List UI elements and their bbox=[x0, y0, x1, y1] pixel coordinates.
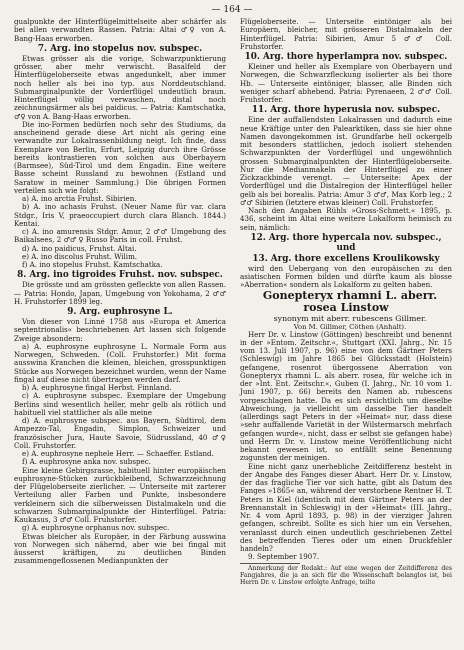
paragraph: 9. September 1907. bbox=[248, 552, 320, 562]
paragraph: e) A. euphrosyne nephele Herr. — Schaeffer. Estland. bbox=[22, 449, 214, 458]
paragraph: b) A. euphrosyne fingal Herbst. Finnland. bbox=[22, 383, 172, 392]
paragraph: f) A. ino stopelus Fruhst. Kamtschatka. bbox=[22, 260, 163, 269]
paragraph: Nach den Angaben Rühls »Gross-Schmett.« 1895, p. 436, scheint im Altai eine weitere Lokalform heimisch zu sein, nämlich: bbox=[240, 206, 452, 232]
paragraph: Die grösste und am grössten gefleckte von allen Rassen. — Patria: Hondo, Japan, Umgebung von Yokohama, 2 ♂♂ H. Fruhstorfer 1899 leg. bbox=[14, 280, 226, 306]
article-title: Gonepteryx rhamni L. aberr. rosea Linstow bbox=[262, 288, 438, 314]
paragraph: d) A. euphrosyne subspec. aus Bayern, Südtirol, dem Ampezzo-Tal, Engadin, Simplon, Schweizer und französischer Jura, Haute Savoie, Südrussland, 40 ♂♀ Coll. Fruhstorfer. bbox=[14, 416, 226, 450]
paragraph: a) A. euphrosyne euphrosyne L. Normale Form aus Norwegen, Schweden. (Coll. Fruhstorfer.) Mit forma ausswina Kranchen die kleinen, bleichen, grosspunktigen Stücke aus Norwegen bezeichnet wurden, wenn der Name fingal auf diese nicht übertragen werden darf. bbox=[14, 341, 227, 384]
article-author: Von M. Gillmer, Cöthen (Anhalt). bbox=[293, 322, 407, 331]
paragraph: d) A. ino paidicus, Fruhst. Altai. bbox=[22, 243, 137, 253]
article-subtitle: synonym mit aberr. rubescens Gillmer. bbox=[273, 313, 427, 323]
paragraph: Etwas bleicher als Europäer, in der Färbung ausswina von Norwegen sich nähernd, aber wie bei fingal mit äusserst kräftigen, zu deutlichen Binden zusammengeflossenen Medianpunkten der bbox=[14, 531, 226, 566]
section-heading: 9. Arg. euphrosyne L. bbox=[67, 307, 173, 317]
paragraph: wird den Uebergang von den europäischen zu den asiatischen Formen bilden und dürfte kaum als blosse »Aberration« sondern als Lokalform zu gelten haben. bbox=[240, 263, 452, 290]
paragraph: b) A. ino achasis Fruhst. (Neuer Name für var. clara Stdgr., Iris V, praeoccupiert durch clara Blanch. 1844.) Kentai. bbox=[14, 202, 226, 228]
paragraph: a) A. ino arctia Fruhst. Sibirien. bbox=[22, 194, 137, 203]
section-heading: 8. Arg. ino tigroides Fruhst. nov. subspec. bbox=[17, 270, 223, 281]
paragraph: gualpunkte der Hinterflügelmittelseite aber schärfer als bei allen verwandten Rassen. Patria: Altai ♂♀ von A. Bang-Haas erworben. bbox=[14, 17, 226, 43]
paragraph: g) A. euphrosyne orphanus nov. subspec. bbox=[22, 523, 170, 533]
paragraph: Von dieser von Linné 1758 aus »Europa et America septentrionalis« beschriebenen Art lassen sich folgende Zweige absondern: bbox=[14, 317, 226, 343]
paragraph: Eine nicht ganz unerhebliche Zeitdifferenz besteht in der Angabe des Fanges dieser Abart. Herr Dr. v. Linstow, der das fragliche Tier vor sich hatte, gibt als Datum des Fanges »1865« an, während der verstorbene Rentner H. T. Peters in Kiel (identisch mit dem Gärtner Peters an der Brennanstalt in Schleswig) in der »Heimat« (III. Jahrg., Nr. 4 vom April 1893, p. 98) in der vierziger Jahren gefangen, schreibt. Sollte es sich hier um ein Versehen, veranlasst durch einen undeutlich geschriebenen Zettel des betreffenden Tieres oder um einen Druckfehler handeln? bbox=[240, 461, 452, 553]
paragraph: c) A. euphrosyne subspec. Exemplare der Umgebung Berlins sind wesentlich heller, mehr gelb als rötlich und habituell viel stattlicher als alle meine bbox=[14, 391, 226, 417]
section-heading: 10. Arg. thore hyperlampra nov. subspec. bbox=[244, 52, 448, 62]
section-heading: 7. Arg. ino stopelus nov. subspec. bbox=[37, 43, 203, 54]
paragraph: Eine kleine Gebirgsrasse, habituell hinter europäischen euphrosyne-Stücken zurückbleibend, Schwarzzeichnung der Flügeloberseite zierlicher. — Unterseite mit zarterer Verteilung aller Farben und Punkte, insbesondere verkleinern sich die silberweissen Distalmakeln und die schwarzen Submarginalpunkte der Hinterflügel. Patria: Kaukasus, 3 ♂♂ Coll. Fruhstorfer. bbox=[14, 465, 226, 524]
paragraph: Flügeloberseite. — Unterseite eintöniger als bei Europäern, bleicher, mit grösseren Distalmakeln der Hinterflügel. Patria: Sibirien, Amur 5 ♂♂ Coll. Fruhstorfer. bbox=[240, 17, 452, 51]
page-number: — 164 — bbox=[211, 5, 253, 15]
paragraph: c) A. ino amurensis Stdgr. Amur, 2 ♂♂ Umgebung des Baikalsees, 2 ♂♂ ♀ Russo Paris in coll. Fruhst. bbox=[14, 227, 226, 245]
paragraph: Kleiner und heller als Exemplare von Oberbayern und Norwegen, die Schwarzfleckung isolierter als bei thore Hb. — Unterseite eintöniger, blasser, alle Binden sich weniger scharf abhebend. Patria: Pyrenaeen, 2 ♂♂ Coll. Fruhstorfer. bbox=[240, 62, 452, 104]
right-column bbox=[240, 18, 452, 586]
footnote: Anmerkung der Redakt.: Auf eine wegen der Zeitdifferenz des Fangjahres, die ja an sich für die Wissenschaft belanglos ist, bei Herrn Dr. v. Linstow erfolgte Anfrage, teilte bbox=[240, 564, 452, 587]
paragraph: Die ino-Formen bedürfen noch sehr des Studiums, da anscheinend gerade diese Art nicht als gering eine verwandte zur Lokalrassenbildung neigt. Ich finde, dass Exemplare von Berlin, Erfurt, Leipzig durch ihre Grösse bereits kontrastieren von solchen aus Oberbayern (Barmsee), Süd-Tirol und dem Engadin. Eine weitere Basse scheint Russland zu bewohnen (Estland und Saratow in meiner Sammlung.) Die übrigen Formen verteilen sich wie folgt: bbox=[14, 119, 226, 195]
paragraph: f) A. euphrosyne anka nov. subspec. bbox=[22, 457, 151, 467]
paragraph: Eine der auffallendsten Lokalrassen und dadurch eine neue Kräftige unter den Palearktiken, dass sie hier ohne Namen davongekommen ist. Grundfarbe hell ockergelb mit besonders stattlichen, jedoch isoliert stehenden Schwarzpunkten der Vorderflügel und ungewöhnlich grossen Submarginalpunkten der Hinterflügeloberseite. Nur die Medianmakeln der Hinterflügel zu einer Zickzackbinde verengt. — Unterseite: Apex der Vorderflügel und die Distalregion der Hinterflügel heller gelb als bei borealis. Patria: Amur 3 ♂♂, Max Korb leg.; 2 ♂♂ Sibirien (letztere etwas kleiner) Coll. Fruhstorfer. bbox=[240, 115, 452, 207]
paragraph: e) A. ino discolus Fruhst. Wilim. bbox=[22, 251, 138, 261]
section-heading: 11. Arg. thore hyperusia nov. subspec. bbox=[251, 105, 441, 116]
section-heading: 12. Arg. thore hypercala nov. subspec., und bbox=[250, 232, 442, 253]
paragraph: Etwas grösser als die vorige, Schwarzpunktierung grösser, aber mehr verwischt. Basalfeld der Hinterflügeloberseite etwas angedunkelt, aber immer noch heller als bei ino typ. aus Norddeutschland. Submarginalpunkte der Vorderflügel undeutlich braun. Hinterflügel völlig verwaschen, distal noch zeichnungsärmer als bei paidicus. — Patria: Kamtschatka, ♂♀ von A. Bang-Haas erworben. bbox=[14, 53, 226, 121]
paragraph: Herr Dr. v. Linstow (Göttingen) beschreibt und benennt in der »Entom. Zeitschr.«, Stuttgart (XXI. Jahrg., Nr. 15 vom 13. Juli 1907, p. 96) eine von dem Gärtner Peters (Schleswig) im Jahre 1865 bei Glücksstadt (Holstein) gefangene, rosenrot übergossene Aberration von Gonepteryx rhamni L. als aberr. rosea, für welche ich in der »Int. Ent. Zeitschr.«, Guben (I. Jahrg., Nr. 10 vom 1. Juni 1907, p. 66) bereits den Namen ab. rubescens vorgeschlagen hatte. Da es sich ersichtlich um dieselbe Abweichung, ja vielleicht um dasselbe Tier handelt (allerdings sagt Peters in der »Heimat« nur, dass diese »sehr auffallende Varietät in der Wilstermarsch mehrfach gefangen wurde«, nicht, dass er selbst sie gefangen habe) und Herrn Dr. v. Linstow meine Veröffentlichung nicht bekannt gewesen ist, so entfällt seine Benennung zugunsten der meinigen. bbox=[240, 329, 452, 463]
section-heading: 13. Arg. thore excellens Kroulikowsky bbox=[252, 253, 440, 264]
footnote-rule bbox=[240, 563, 300, 564]
left-column bbox=[14, 18, 226, 566]
